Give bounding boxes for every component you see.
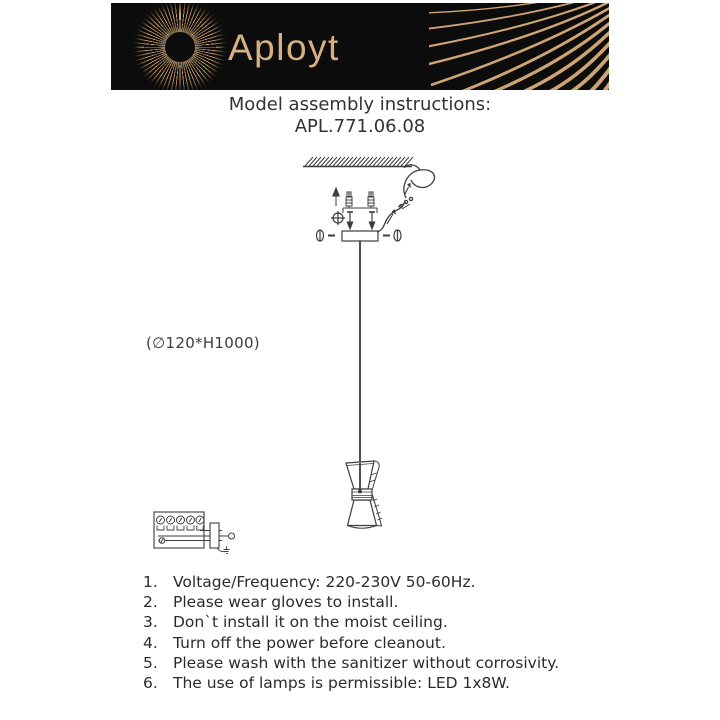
item-text: Please wash with the sanitizer without corrosivity. bbox=[173, 653, 560, 672]
list-item bbox=[143, 612, 613, 632]
item-text: Don`t install it on the moist ceiling. bbox=[173, 613, 448, 632]
brand-banner bbox=[111, 3, 609, 90]
brand-wordmark: Aployt bbox=[228, 27, 340, 68]
title-block bbox=[0, 94, 720, 137]
item-number: 3. bbox=[143, 613, 158, 632]
sunburst-logo-icon bbox=[134, 3, 226, 90]
item-text: The use of lamps is permissible: LED 1x8W. bbox=[173, 674, 510, 693]
item-text: Turn off the power before cleanout. bbox=[173, 633, 446, 652]
side-screw-right-icon bbox=[383, 230, 401, 241]
corner-rays-icon bbox=[429, 3, 609, 90]
item-number: 1. bbox=[143, 573, 158, 591]
ceiling-hatch-icon bbox=[303, 157, 413, 167]
phillips-screw-icon bbox=[331, 211, 345, 225]
item-number: 6. bbox=[143, 674, 158, 693]
model-number: APL.771.06.08 bbox=[294, 115, 426, 137]
item-text: Voltage/Frequency: 220-230V 50-60Hz. bbox=[173, 573, 476, 591]
list-item bbox=[143, 572, 613, 592]
terminal-block-icon bbox=[154, 512, 235, 554]
insert-up-arrow-icon bbox=[333, 188, 339, 206]
screw-down-arrow-icons bbox=[347, 212, 375, 229]
list-item bbox=[143, 592, 613, 612]
assembly-diagram bbox=[100, 145, 460, 565]
list-item bbox=[143, 653, 613, 673]
item-text: Please wear gloves to install. bbox=[173, 593, 399, 612]
power-wire-icon bbox=[377, 165, 435, 232]
item-number: 5. bbox=[143, 653, 158, 672]
instruction-list bbox=[143, 572, 613, 693]
item-number: 4. bbox=[143, 633, 158, 652]
dimension-label: (∅120*H1000) bbox=[146, 334, 260, 352]
page-title: Model assembly instructions: bbox=[228, 94, 492, 115]
list-item bbox=[143, 633, 613, 653]
lamp-shade-icon bbox=[346, 461, 382, 528]
wall-anchor-icons bbox=[346, 192, 375, 208]
mounting-plate-icon bbox=[342, 231, 378, 241]
list-item bbox=[143, 673, 613, 693]
side-screw-left-icon bbox=[317, 230, 336, 241]
item-number: 2. bbox=[143, 593, 158, 612]
